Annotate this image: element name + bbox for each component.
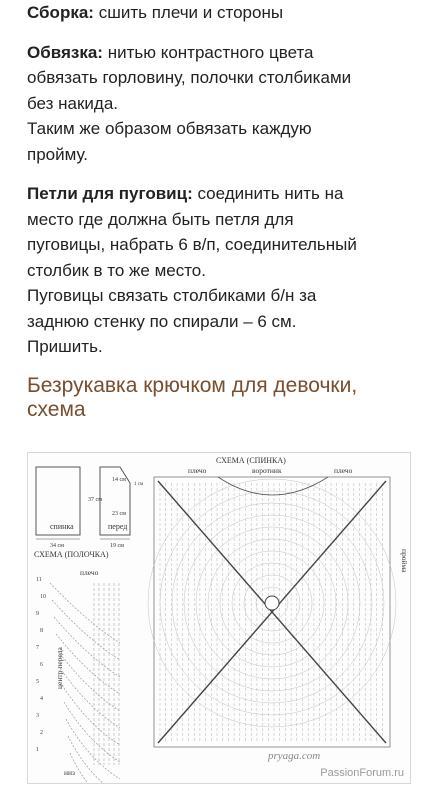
shoulder-left-label: плечо bbox=[188, 466, 207, 475]
paragraph-text: столбик в то же место. bbox=[27, 260, 206, 280]
pattern-pieces bbox=[36, 467, 144, 549]
stitch-row bbox=[64, 702, 120, 762]
back-scheme bbox=[148, 456, 409, 762]
paragraph-text: сшить плечи и стороны bbox=[98, 3, 284, 22]
crochet-scheme-image[interactable] bbox=[27, 452, 411, 784]
paragraph-label: Петли для пуговиц: bbox=[27, 184, 193, 203]
stitch-row bbox=[50, 583, 120, 643]
shoulder-front-label: плечо bbox=[80, 568, 99, 577]
paragraph-assembly bbox=[27, 0, 422, 26]
bottom-label: низ bbox=[64, 768, 75, 777]
section-heading-line: схема bbox=[27, 397, 86, 421]
paragraph-text: место где должна быть петля для bbox=[27, 209, 294, 229]
paragraph-text: Пришить. bbox=[27, 337, 103, 356]
paragraph-label: Обвязка: bbox=[27, 42, 103, 62]
paragraph-text: без накида. bbox=[27, 93, 119, 113]
row-number: 11 bbox=[36, 577, 42, 583]
section-heading-line: Безрукавка крючком для девочки, bbox=[27, 373, 358, 397]
row-number: 8 bbox=[40, 628, 43, 634]
collar-label: воротник bbox=[252, 466, 282, 475]
row-number: 10 bbox=[40, 594, 46, 600]
paragraph-edging bbox=[27, 40, 422, 168]
dim-label: 23 см bbox=[112, 511, 126, 517]
stitch-row bbox=[58, 651, 120, 711]
front-scheme bbox=[34, 550, 120, 783]
row-number: 9 bbox=[36, 611, 39, 617]
paragraph-text: Таким же образом обвязать каждую bbox=[27, 119, 312, 138]
dim-label: 37 см bbox=[88, 497, 102, 503]
front-piece-label: перед bbox=[108, 522, 128, 531]
paragraph-buttonholes bbox=[27, 181, 422, 360]
shoulder-right-label: плечо bbox=[334, 466, 353, 475]
signature-text: pryaga.com bbox=[268, 750, 321, 762]
paragraph-text: соединить нить на bbox=[197, 184, 344, 203]
stitch-row bbox=[60, 668, 120, 728]
motif-center bbox=[265, 596, 279, 610]
watermark: PassionForum.ru bbox=[320, 767, 404, 779]
center-front-label: центр переда bbox=[55, 647, 64, 689]
row-number: 7 bbox=[36, 645, 39, 651]
stitch-row bbox=[56, 634, 120, 694]
scheme-drawing bbox=[28, 453, 410, 783]
stitch-row bbox=[70, 753, 120, 783]
row-number: 6 bbox=[40, 662, 43, 668]
row-number: 5 bbox=[36, 679, 39, 685]
back-scheme-title: СХЕМА (СПИНКА) bbox=[216, 456, 286, 465]
paragraph-text: пройму. bbox=[27, 144, 89, 164]
paragraph-text: Пуговицы связать столбиками б/н за bbox=[27, 286, 317, 305]
paragraph-text: нитью контрастного цвета bbox=[107, 42, 314, 62]
paragraph-label: Сборка: bbox=[27, 3, 94, 22]
paragraph-text: пуговицы, набрать 6 в/п, соединительный bbox=[27, 235, 357, 254]
stitch-row bbox=[62, 685, 120, 745]
row-number: 1 bbox=[36, 747, 39, 753]
row-number: 4 bbox=[40, 696, 43, 702]
neckline-curve bbox=[218, 477, 328, 495]
front-scheme-title: СХЕМА (ПОЛОЧКА) bbox=[34, 550, 109, 559]
paragraph-text: обвязать горловину, полочки столбиками bbox=[27, 68, 352, 87]
paragraph-text: заднюю стенку по спирали – 6 см. bbox=[27, 311, 297, 331]
row-numbers bbox=[36, 577, 46, 753]
dim-label: 14 см bbox=[112, 477, 126, 483]
row-number: 2 bbox=[40, 730, 43, 736]
dim-label: 34 см bbox=[50, 543, 64, 549]
section-heading bbox=[27, 374, 422, 422]
dim-label: 19 см bbox=[110, 543, 124, 549]
back-piece-label: спинка bbox=[50, 522, 74, 531]
armhole-label: пройма bbox=[400, 549, 409, 573]
dim-label: 1 см bbox=[134, 482, 144, 487]
row-number: 3 bbox=[36, 713, 39, 719]
